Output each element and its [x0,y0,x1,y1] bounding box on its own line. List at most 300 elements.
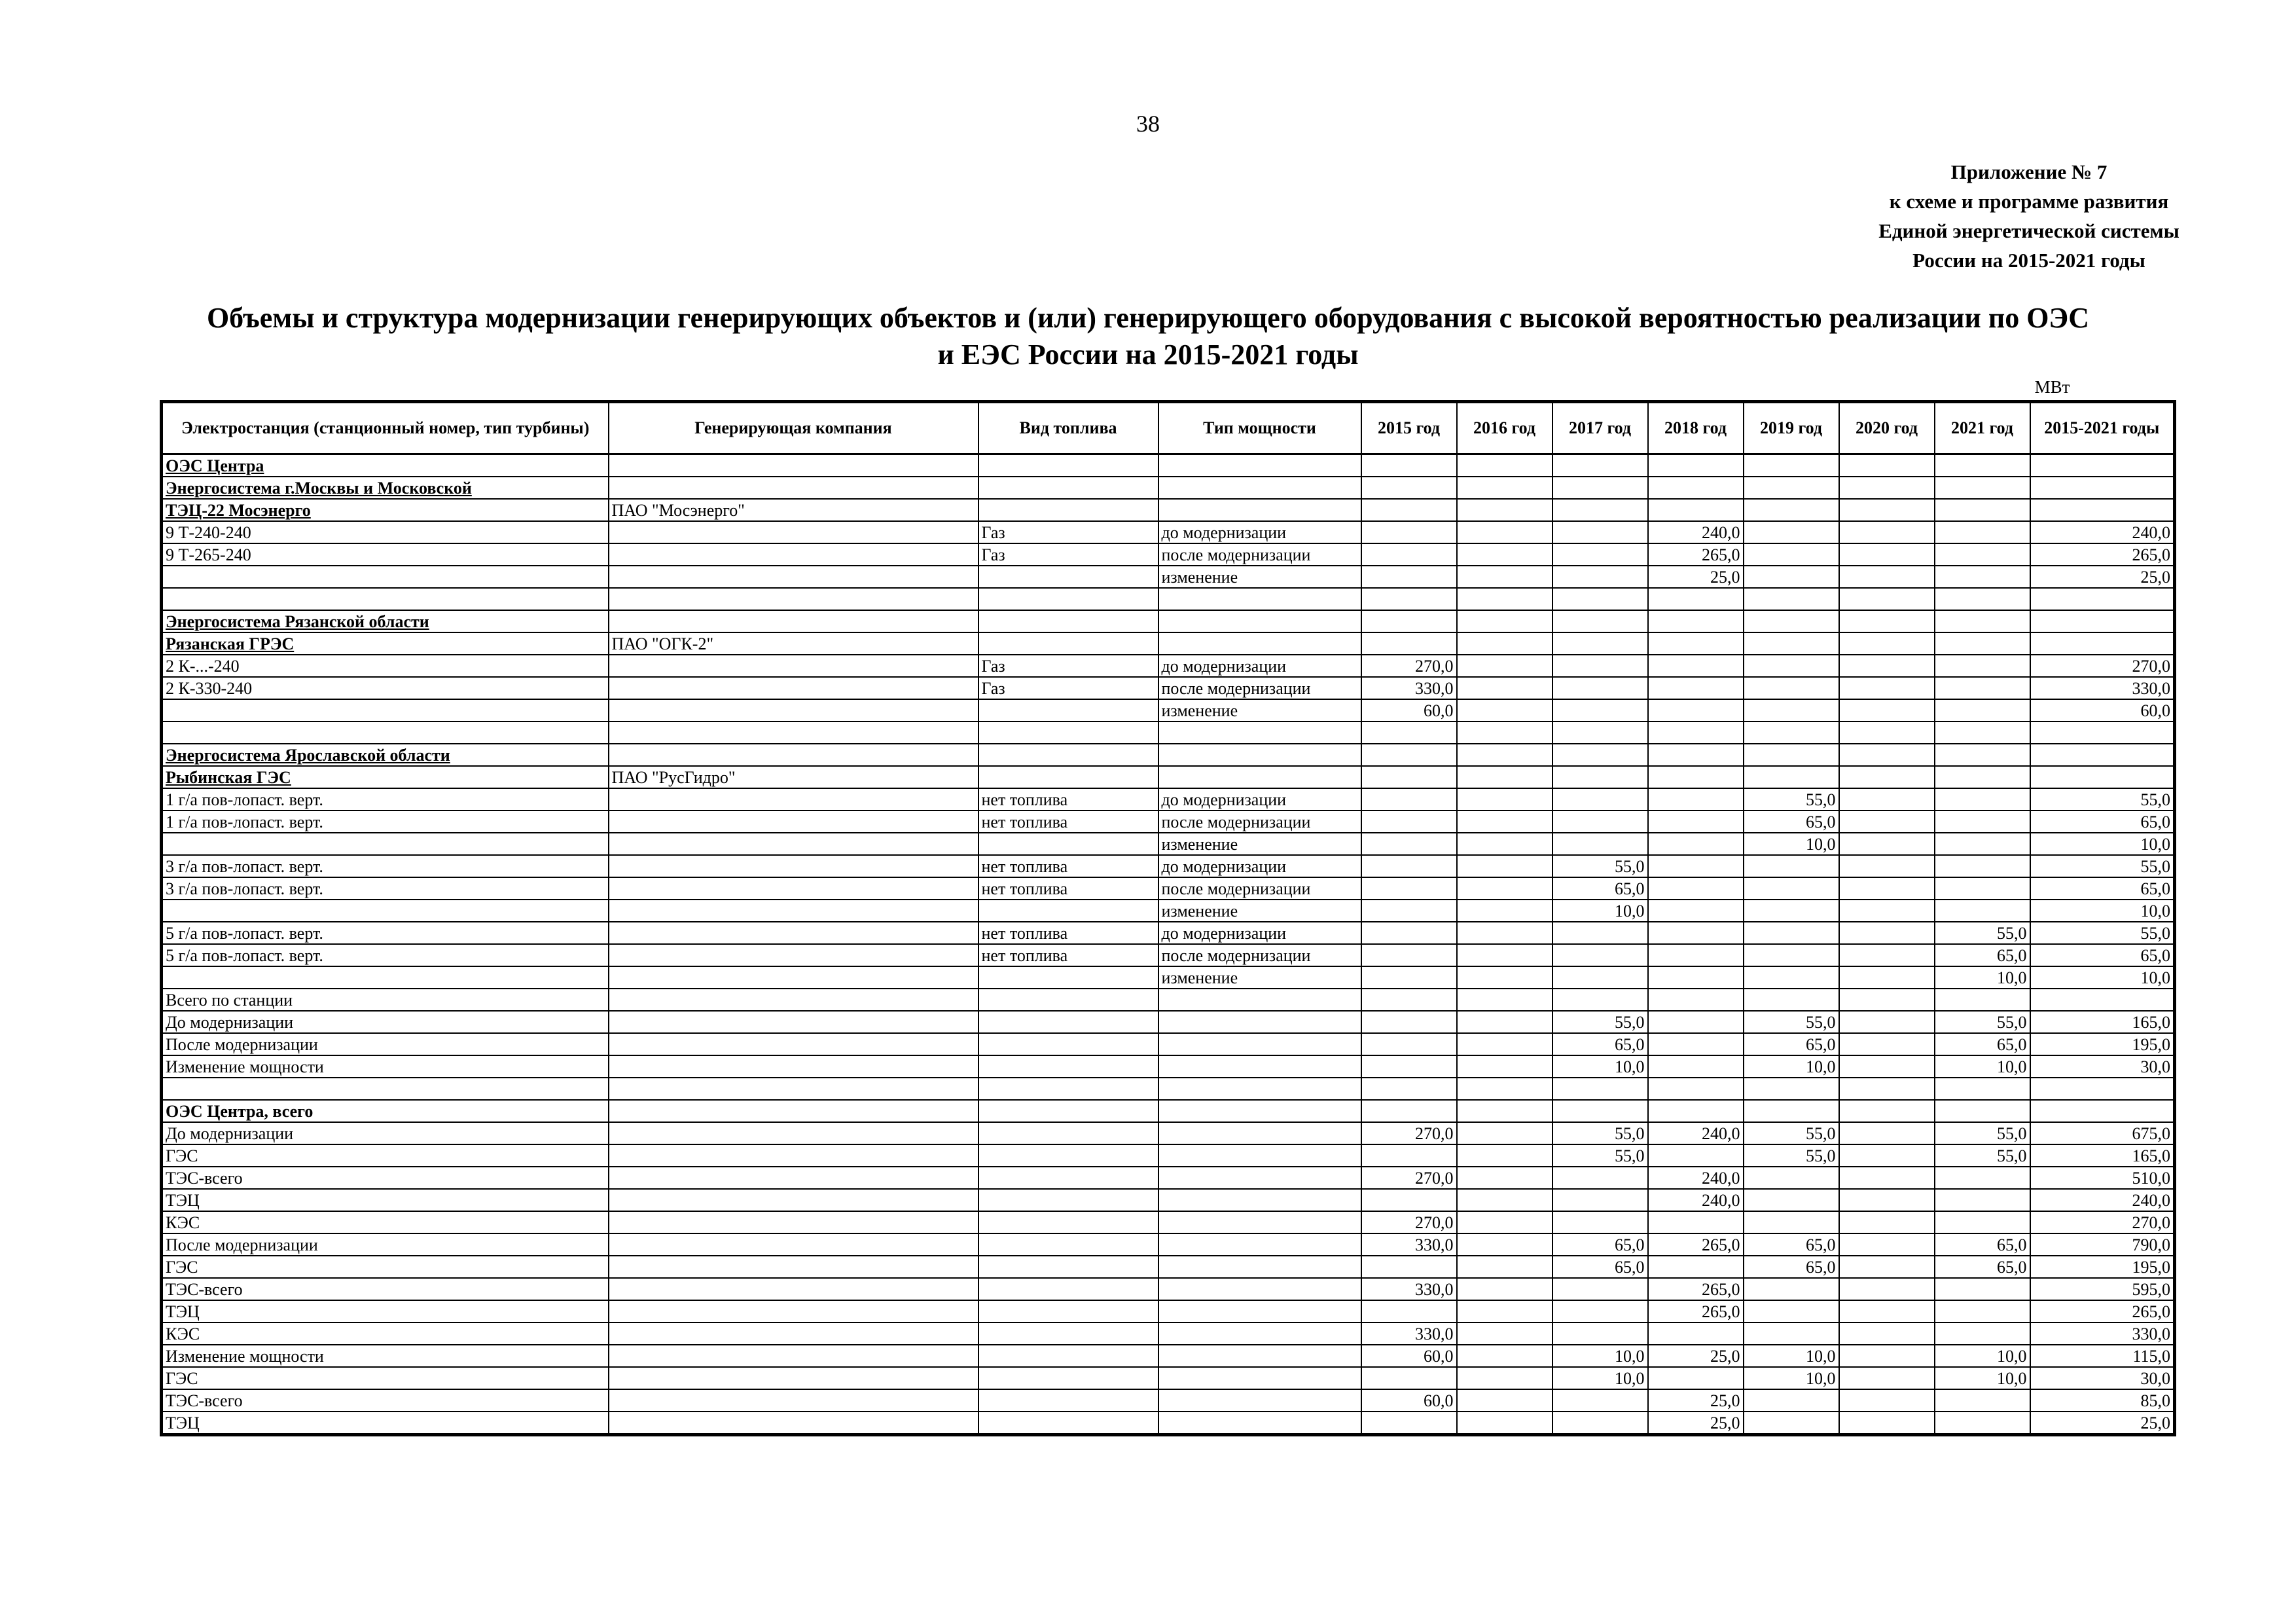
table-cell [1744,632,1839,655]
header-2016: 2016 год [1457,402,1552,454]
table-cell: ГЭС [162,1367,609,1389]
table-cell [1935,877,2030,900]
table-cell [978,1167,1158,1189]
table-cell [1839,1322,1935,1345]
table-cell [609,1345,978,1367]
table-cell: 25,0 [1648,1345,1744,1367]
table-cell [1457,677,1552,699]
table-cell [1744,1100,1839,1122]
table-row [162,543,2175,566]
table-cell [1744,1389,1839,1412]
table-cell [609,1389,978,1412]
table-cell [1457,1189,1552,1211]
table-cell: 265,0 [1648,1278,1744,1300]
table-cell [162,1078,609,1100]
table-cell [609,677,978,699]
table-cell [1839,1033,1935,1055]
table-cell [1457,1233,1552,1256]
table-cell [609,900,978,922]
table-cell [609,1322,978,1345]
table-cell: 790,0 [2030,1233,2175,1256]
table-cell [1839,1367,1935,1389]
table-cell: 240,0 [1648,521,1744,543]
table-cell [1457,900,1552,922]
table-cell [1648,499,1744,521]
table-cell: 30,0 [2030,1055,2175,1078]
table-cell [1839,1345,1935,1367]
table-cell [1935,477,2030,499]
table-cell: после модернизации [1158,677,1361,699]
table-cell [1158,499,1361,521]
table-cell [1457,1345,1552,1367]
table-cell: до модернизации [1158,788,1361,811]
table-cell [1158,588,1361,610]
appendix-line-1: Приложение № 7 [1950,160,2108,183]
header-capacity-type: Тип мощности [1158,402,1361,454]
table-cell [1744,610,1839,632]
table-cell [1648,855,1744,877]
table-cell [1457,1078,1552,1100]
table-cell [1457,1167,1552,1189]
table-cell [978,1011,1158,1033]
table-cell [1552,788,1648,811]
table-cell [978,1256,1158,1278]
table-cell [1552,454,1648,477]
table-cell [609,477,978,499]
title-line-1: Объемы и структура модернизации генерирующих объектов и (или) генерирующего оборудования с высокой вероятностью реализации по ОЭС [206,302,2090,334]
table-cell [1648,922,1744,944]
table-cell: 270,0 [1361,1122,1457,1144]
table-cell [1361,744,1457,766]
table-row [162,1345,2175,1367]
table-cell: ПАО "Мосэнерго" [609,499,978,521]
table-row [162,944,2175,966]
table-cell [978,1367,1158,1389]
table-cell: ТЭЦ [162,1189,609,1211]
table-cell [1457,788,1552,811]
table-cell [978,1412,1158,1435]
table-cell [1361,521,1457,543]
table-row [162,699,2175,721]
table-cell [978,1278,1158,1300]
table-cell: Рязанская ГРЭС [162,632,609,655]
table-cell [1158,1144,1361,1167]
table-cell [1935,900,2030,922]
table-row [162,1233,2175,1256]
table-cell [1158,454,1361,477]
table-cell [1839,1122,1935,1144]
table-row [162,877,2175,900]
table-cell [1158,610,1361,632]
table-cell: 330,0 [1361,1278,1457,1300]
table-cell: после модернизации [1158,944,1361,966]
unit-label: МВт [2034,377,2070,397]
table-cell: Изменение мощности [162,1055,609,1078]
table-cell: 60,0 [1361,1345,1457,1367]
table-cell [978,610,1158,632]
table-cell [1552,833,1648,855]
table-cell [1648,1211,1744,1233]
table-cell [1648,454,1744,477]
table-cell [978,499,1158,521]
table-cell [162,588,609,610]
table-cell: 1 г/а пов-лопаст. верт. [162,811,609,833]
table-row [162,588,2175,610]
table-cell: 330,0 [2030,1322,2175,1345]
table-cell [1935,788,2030,811]
table-cell: изменение [1158,699,1361,721]
table-cell [1935,1300,2030,1322]
table-cell [1648,1256,1744,1278]
table-cell: 240,0 [2030,1189,2175,1211]
table-cell: 55,0 [2030,922,2175,944]
table-cell [1457,1300,1552,1322]
table-cell [1361,1189,1457,1211]
table-cell [1457,477,1552,499]
table-cell: 55,0 [1552,1122,1648,1144]
table-cell: ТЭС-всего [162,1389,609,1412]
table-cell [1361,1055,1457,1078]
table-cell: изменение [1158,966,1361,989]
table-cell [1744,989,1839,1011]
table-cell [978,1233,1158,1256]
table-cell [1648,721,1744,744]
table-cell: 165,0 [2030,1011,2175,1033]
table-cell: ОЭС Центра [162,454,609,477]
table-cell [1457,1122,1552,1144]
table-cell: 5 г/а пов-лопаст. верт. [162,922,609,944]
table-cell [1744,1300,1839,1322]
table-cell [1935,721,2030,744]
table-cell: 25,0 [1648,566,1744,588]
table-cell: 510,0 [2030,1167,2175,1189]
table-cell: 65,0 [1552,1233,1648,1256]
table-cell [1361,588,1457,610]
title-line-2: и ЕЭС России на 2015-2021 годы [937,338,1359,371]
table-cell [1839,1011,1935,1033]
table-cell [1457,1278,1552,1300]
table-cell [1361,811,1457,833]
table-cell [1839,632,1935,655]
table-cell: 265,0 [1648,1233,1744,1256]
table-cell: ГЭС [162,1256,609,1278]
table-cell [1552,588,1648,610]
table-cell [1935,499,2030,521]
table-cell: До модернизации [162,1122,609,1144]
table-cell [978,1033,1158,1055]
table-cell [1361,632,1457,655]
table-cell [1361,721,1457,744]
table-cell [1552,922,1648,944]
table-cell: нет топлива [978,855,1158,877]
table-cell [1457,699,1552,721]
table-cell [978,1122,1158,1144]
table-row [162,1189,2175,1211]
table-cell: 65,0 [2030,944,2175,966]
table-row [162,766,2175,788]
table-cell: 65,0 [1552,877,1648,900]
table-cell [1648,1033,1744,1055]
table-cell: 10,0 [1935,1345,2030,1367]
table-cell [978,966,1158,989]
table-cell [1648,811,1744,833]
table-cell [1839,1412,1935,1435]
table-cell [1648,1367,1744,1389]
table-row [162,566,2175,588]
table-cell [1935,1078,2030,1100]
table-row [162,632,2175,655]
table-cell: 2 К-...-240 [162,655,609,677]
table-cell [978,454,1158,477]
table-cell [1158,632,1361,655]
table-cell: 595,0 [2030,1278,2175,1300]
table-cell [1158,1011,1361,1033]
table-cell: 10,0 [1552,1055,1648,1078]
table-cell [2030,454,2175,477]
table-cell [1361,766,1457,788]
table-cell [1839,1167,1935,1189]
table-cell [1361,1367,1457,1389]
table-cell: 10,0 [1552,1345,1648,1367]
table-cell: После модернизации [162,1233,609,1256]
table-cell [1839,1211,1935,1233]
table-cell [1744,588,1839,610]
table-cell [978,900,1158,922]
table-cell: 65,0 [1935,1256,2030,1278]
table-cell [1839,1078,1935,1100]
table-cell: 55,0 [2030,855,2175,877]
table-row [162,966,2175,989]
table-cell [1839,477,1935,499]
table-cell: 55,0 [1935,1144,2030,1167]
table-cell: До модернизации [162,1011,609,1033]
table-cell [1935,1278,2030,1300]
table-cell [1935,1211,2030,1233]
table-cell [978,1211,1158,1233]
table-cell [609,1011,978,1033]
table-cell [1839,1189,1935,1211]
table-cell [978,566,1158,588]
table-cell: 25,0 [2030,1412,2175,1435]
table-cell [1839,1389,1935,1412]
table-cell: 55,0 [1935,1011,2030,1033]
table-cell: 1 г/а пов-лопаст. верт. [162,788,609,811]
table-row [162,855,2175,877]
table-cell [609,1144,978,1167]
table-cell [1744,1278,1839,1300]
table-cell: 25,0 [1648,1389,1744,1412]
table-cell [1744,1211,1839,1233]
table-cell [1839,1233,1935,1256]
table-cell [1839,566,1935,588]
table-cell [609,1412,978,1435]
table-cell [609,877,978,900]
table-cell [609,543,978,566]
appendix-line-2: к схеме и программе развития [1889,190,2169,213]
table-cell [1648,744,1744,766]
table-cell [1935,566,2030,588]
table-cell [1158,1211,1361,1233]
table-cell: 270,0 [1361,655,1457,677]
table-cell [1648,833,1744,855]
table-cell [1839,989,1935,1011]
table-cell [609,966,978,989]
table-row [162,1300,2175,1322]
table-cell: после модернизации [1158,811,1361,833]
document-title [131,300,2165,373]
table-cell [1935,588,2030,610]
table-cell [1935,1412,2030,1435]
table-cell [1552,1211,1648,1233]
table-cell: ПАО "РусГидро" [609,766,978,788]
header-company: Генерирующая компания [609,402,978,454]
table-cell [1457,1412,1552,1435]
table-cell [609,566,978,588]
table-cell: 3 г/а пов-лопаст. верт. [162,877,609,900]
table-cell [1457,610,1552,632]
table-cell: 65,0 [1552,1033,1648,1055]
table-cell: 60,0 [1361,1389,1457,1412]
table-row [162,1011,2175,1033]
table-cell [1158,1256,1361,1278]
table-cell [1158,1412,1361,1435]
table-cell: 10,0 [2030,966,2175,989]
table-cell [609,1256,978,1278]
table-cell [1839,1278,1935,1300]
table-cell [1839,1100,1935,1122]
table-cell [1361,543,1457,566]
table-cell [1839,855,1935,877]
table-cell [1935,855,2030,877]
header-2021: 2021 год [1935,402,2030,454]
table-cell: 55,0 [1552,1144,1648,1167]
table-cell: 65,0 [1744,811,1839,833]
table-cell: 65,0 [1935,944,2030,966]
table-row [162,811,2175,833]
table-cell [1552,721,1648,744]
table-cell [1457,744,1552,766]
table-cell [1361,1033,1457,1055]
table-cell [609,1078,978,1100]
table-cell [1648,1055,1744,1078]
table-cell [1158,1033,1361,1055]
table-cell [609,588,978,610]
table-cell [2030,744,2175,766]
table-cell [1361,499,1457,521]
table-cell: 270,0 [1361,1167,1457,1189]
table-cell: 10,0 [1935,1055,2030,1078]
table-cell [1552,1412,1648,1435]
table-cell [609,1100,978,1122]
table-cell [1361,566,1457,588]
table-cell [1839,766,1935,788]
table-cell [609,655,978,677]
table-cell: ПАО "ОГК-2" [609,632,978,655]
table-cell [1648,900,1744,922]
table-cell [978,721,1158,744]
table-cell: 85,0 [2030,1389,2175,1412]
table-cell [1552,1167,1648,1189]
table-cell [1839,922,1935,944]
table-row [162,1055,2175,1078]
table-cell [1457,499,1552,521]
table-cell: Газ [978,677,1158,699]
table-cell: 60,0 [2030,699,2175,721]
table-cell: 65,0 [1552,1256,1648,1278]
table-cell [1839,655,1935,677]
table-cell [1552,1100,1648,1122]
table-header-row [162,402,2175,454]
table-cell [1457,1033,1552,1055]
table-cell [1457,632,1552,655]
header-total: 2015-2021 годы [2030,402,2175,454]
table-row [162,1389,2175,1412]
table-cell [1552,566,1648,588]
table-cell [1744,900,1839,922]
table-cell: 165,0 [2030,1144,2175,1167]
table-cell [1839,1055,1935,1078]
table-cell [609,1233,978,1256]
table-cell [1935,1189,2030,1211]
table-cell [978,588,1158,610]
table-cell [609,1122,978,1144]
table-cell [1648,1078,1744,1100]
table-cell [1158,1345,1361,1367]
table-cell [978,744,1158,766]
table-cell [1744,521,1839,543]
table-cell [1648,966,1744,989]
table-cell [1158,477,1361,499]
table-cell [1552,944,1648,966]
table-cell [609,833,978,855]
table-row [162,1078,2175,1100]
table-cell: 9 Т-265-240 [162,543,609,566]
table-cell: 240,0 [1648,1122,1744,1144]
table-cell: 5 г/а пов-лопаст. верт. [162,944,609,966]
table-row [162,521,2175,543]
table-cell: Всего по станции [162,989,609,1011]
table-cell [1552,1389,1648,1412]
table-cell [1648,477,1744,499]
table-cell [1361,1300,1457,1322]
header-2018: 2018 год [1648,402,1744,454]
table-cell [1744,1412,1839,1435]
table-cell: Рыбинская ГЭС [162,766,609,788]
table-cell: Изменение мощности [162,1345,609,1367]
table-cell [1457,1144,1552,1167]
table-cell [1457,543,1552,566]
page-number: 38 [1136,111,1160,137]
table-cell [1457,922,1552,944]
table-row [162,1100,2175,1122]
table-cell [1552,811,1648,833]
table-cell [1158,1100,1361,1122]
table-cell: нет топлива [978,877,1158,900]
table-cell [1648,989,1744,1011]
table-cell: 65,0 [2030,811,2175,833]
table-cell [1935,610,2030,632]
table-cell [609,721,978,744]
table-cell [2030,1078,2175,1100]
table-cell: 65,0 [2030,877,2175,900]
table-cell [978,1144,1158,1167]
table-cell [1935,521,2030,543]
table-cell [1648,699,1744,721]
table-cell [2030,477,2175,499]
table-cell: 55,0 [1552,855,1648,877]
table-cell [1744,944,1839,966]
table-cell [1457,877,1552,900]
